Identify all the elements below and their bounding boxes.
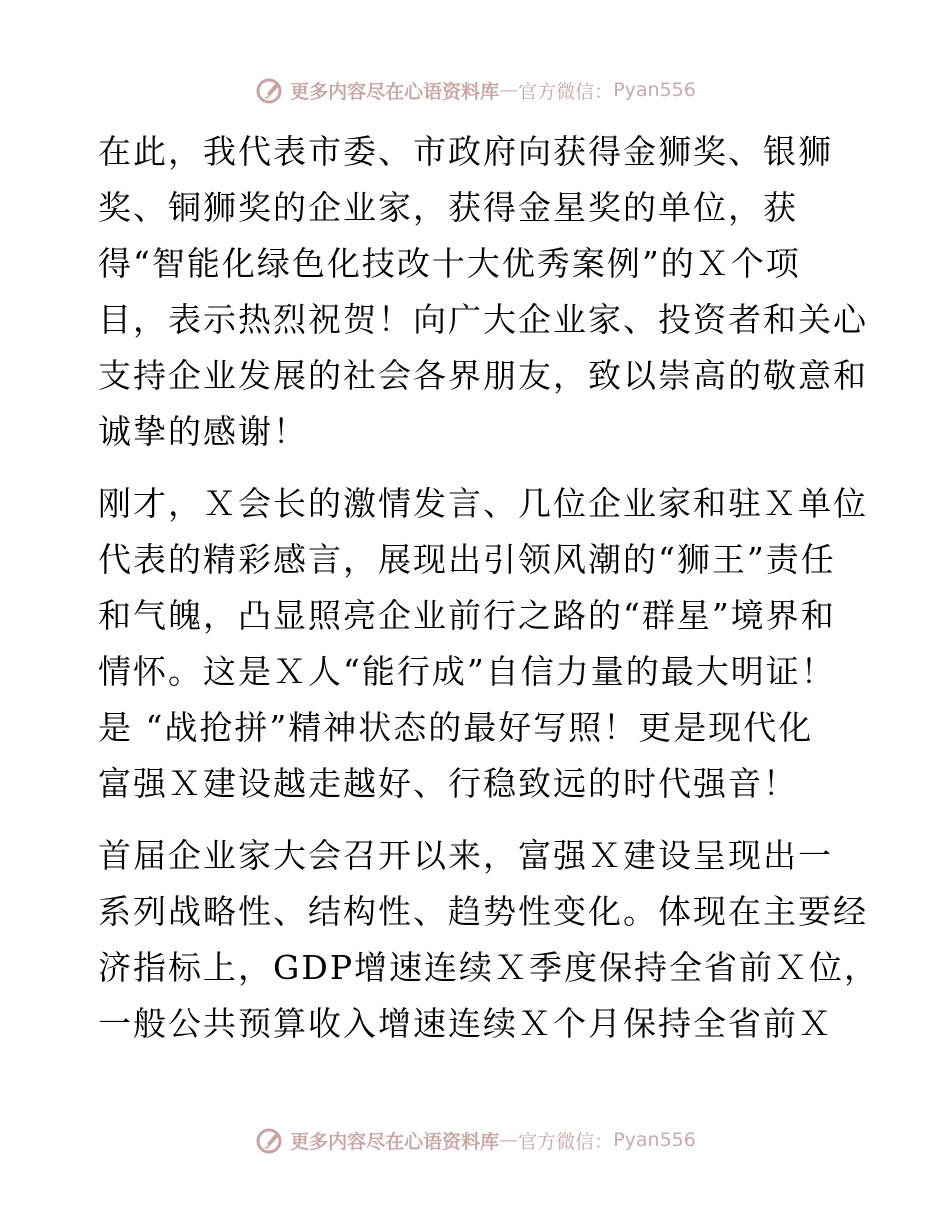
text-line: 情怀。这是Ｘ人“能行成”自信力量的最大明证！ [98,652,836,691]
text-line: 是 “战抢拼”精神状态的最好写照！更是现代化 [98,708,814,747]
pen-circle-logo-icon [254,75,284,105]
text-line: 诚挚的感谢！ [98,412,308,451]
header-watermark [0,73,950,107]
text-line: 一般公共预算收入增速连续Ｘ个月保持全省前Ｘ [98,1004,833,1043]
watermark-wechat-label: 官方微信： [518,80,614,103]
paragraph-2 [98,476,868,812]
watermark-wechat-id: Pyan556 [613,79,696,101]
text-line: 富强Ｘ建设越走越好、行稳致远的时代强音！ [98,764,798,803]
footer-watermark [0,1123,950,1157]
text-line: 首届企业家大会召开以来，富强Ｘ建设呈现出一 [98,836,833,875]
text-line: 奖、铜狮奖的企业家，获得金星奖的单位，获 [98,188,798,227]
watermark-separator: — [499,1129,519,1151]
text-line: 和气魄，凸显照亮企业前行之路的“群星”境界和 [98,596,836,635]
text-line: 济指标上，GDP增速连续Ｘ季度保持全省前Ｘ位， [98,948,880,987]
text-line: 在此，我代表市委、市政府向获得金狮奖、银狮 [98,132,833,171]
watermark-main-text: 更多内容尽在心语资料库 [290,1130,500,1153]
paragraph-3 [98,828,880,1052]
watermark-main-text: 更多内容尽在心语资料库 [290,80,500,103]
watermark-separator: — [499,79,519,101]
text-line: 得“智能化绿色化技改十大优秀案例”的Ｘ个项 [98,244,801,283]
text-line: 系列战略性、结构性、趋势性变化。体现在主要经 [98,892,868,931]
text-line: 支持企业发展的社会各界朋友，致以崇高的敬意和 [98,356,868,395]
text-line: 目，表示热烈祝贺！向广大企业家、投资者和关心 [98,300,868,339]
text-line: 刚才，Ｘ会长的激情发言、几位企业家和驻Ｘ单位 [98,484,868,523]
watermark-wechat-label: 官方微信： [518,1130,614,1153]
text-line: 代表的精彩感言，展现出引领风潮的“狮王”责任 [98,540,836,579]
watermark-wechat-id: Pyan556 [613,1129,696,1151]
paragraph-1 [98,124,868,460]
document-body [98,124,880,1052]
pen-circle-logo-icon [254,1125,284,1155]
